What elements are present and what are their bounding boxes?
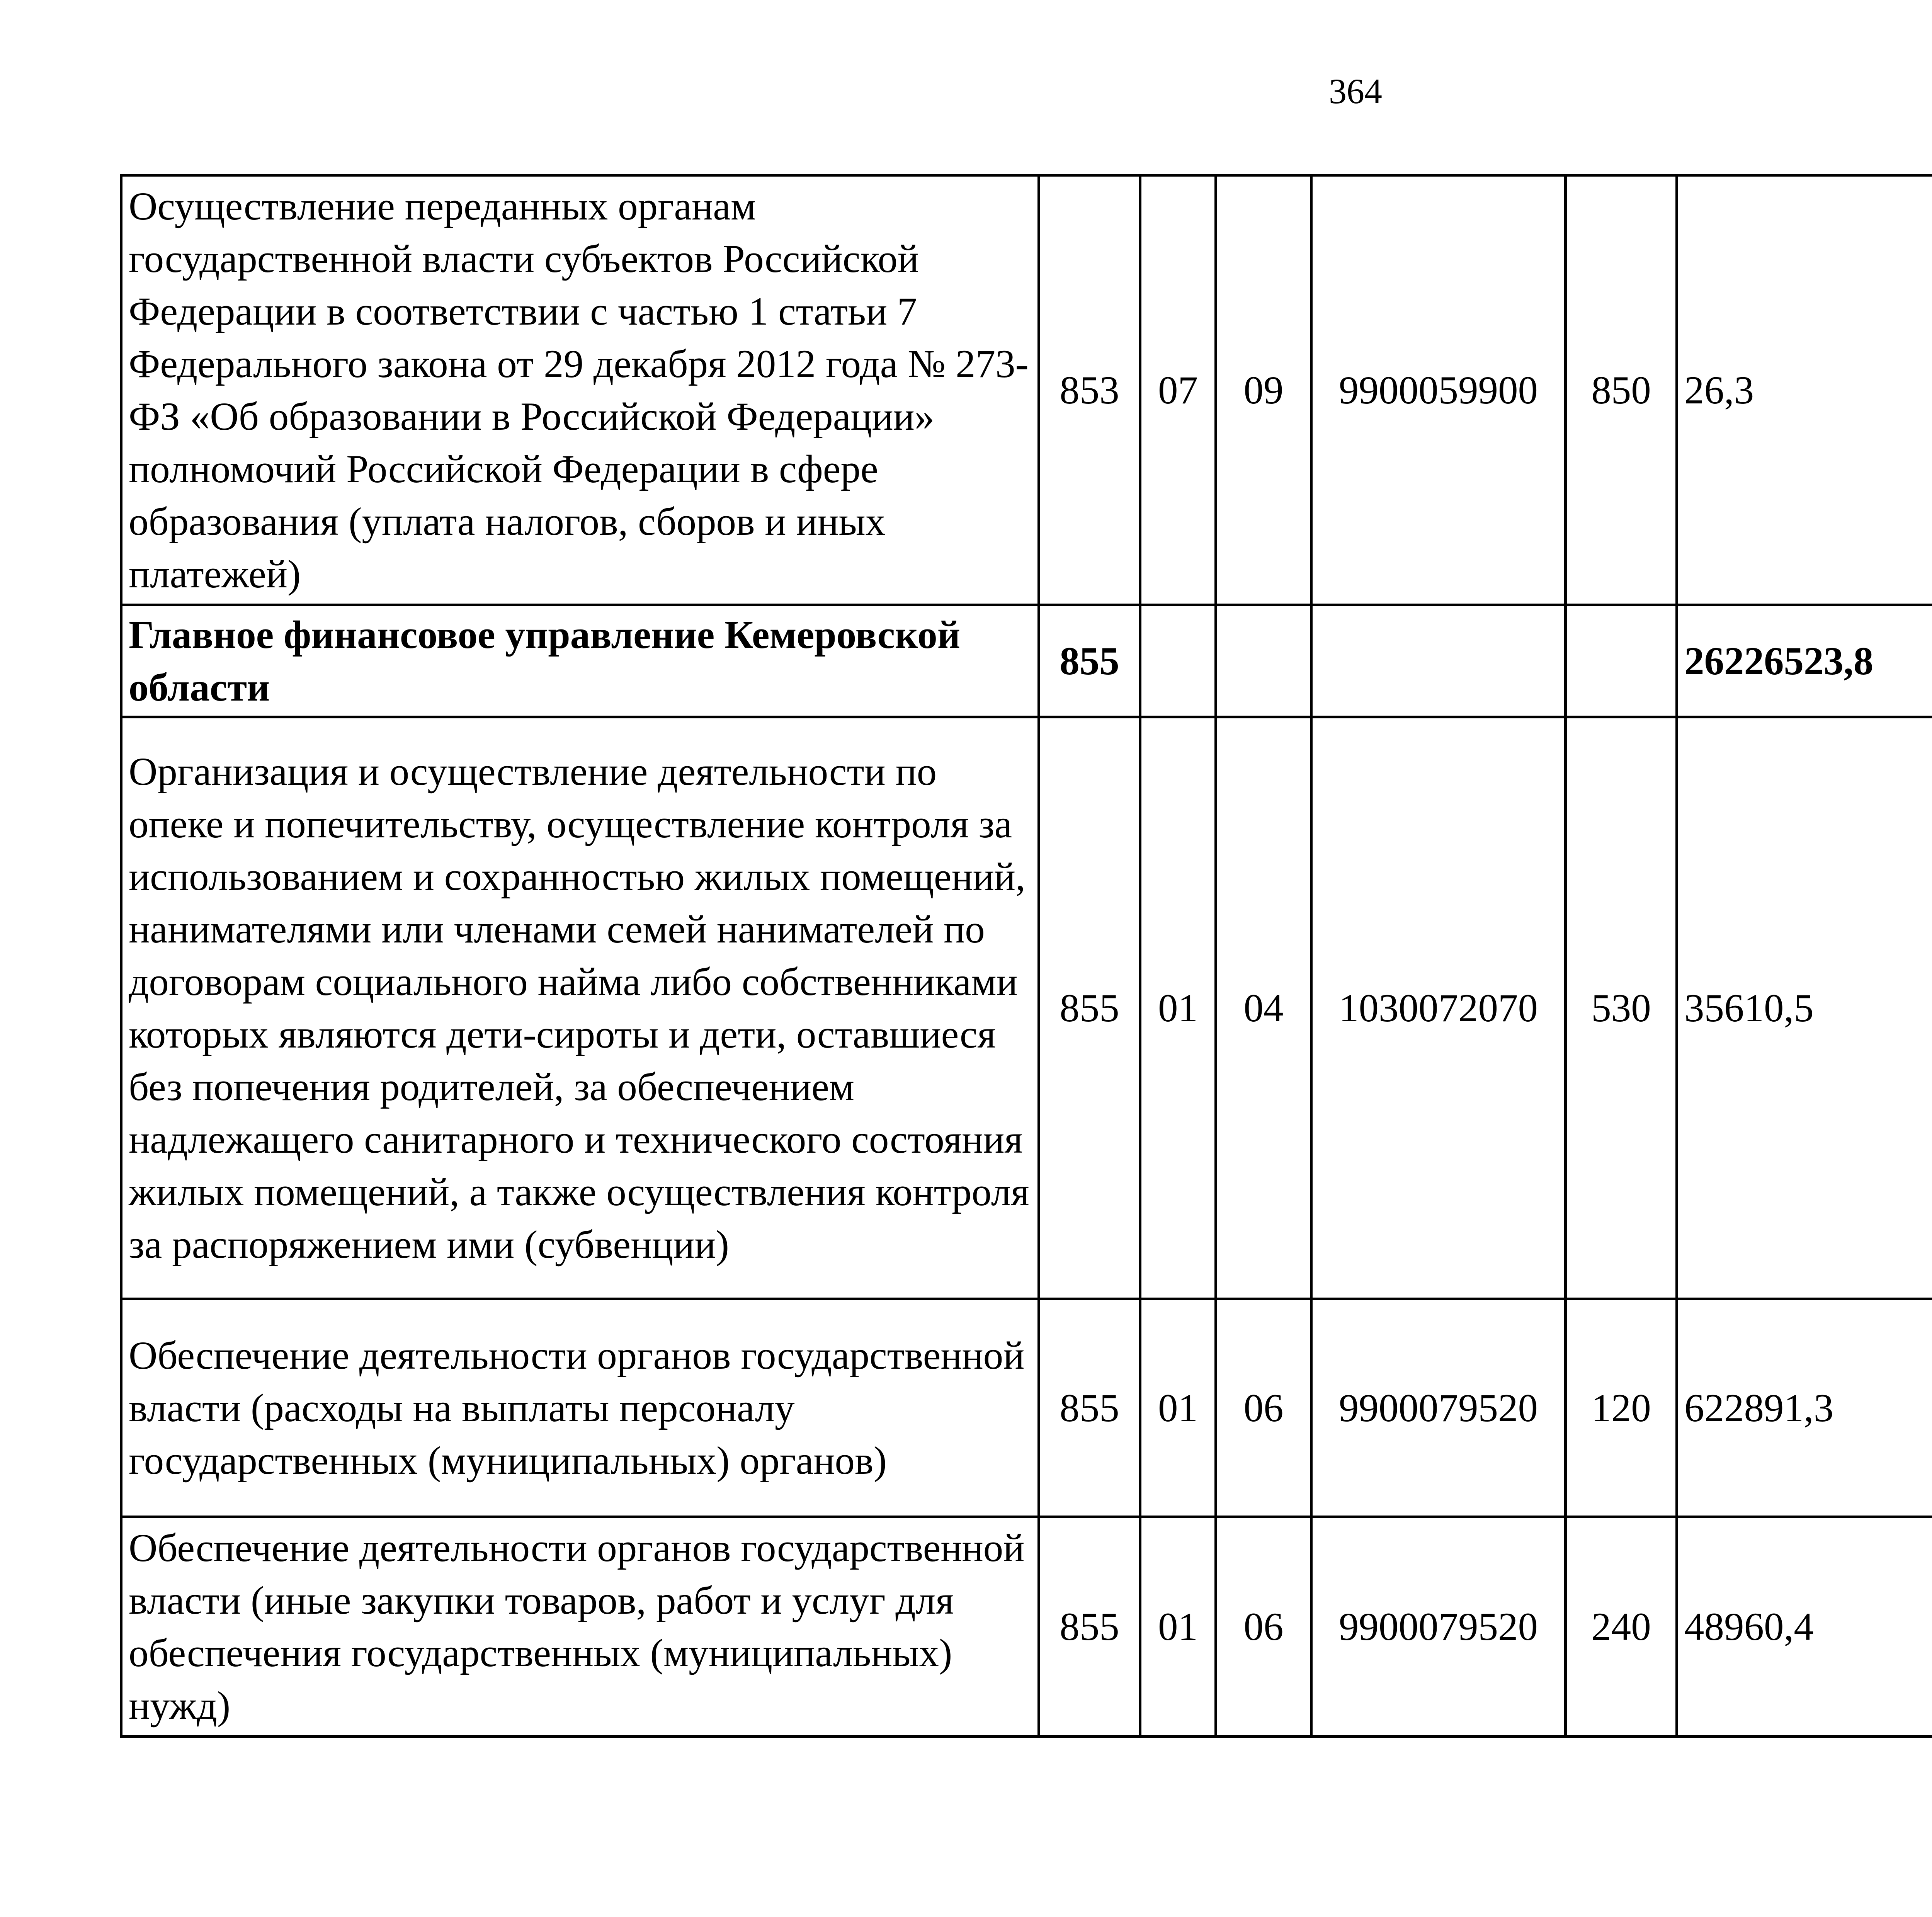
budget-table: [120, 174, 1932, 1738]
target-article-code: 9900059900: [1311, 175, 1566, 605]
row-description: Обеспечение деятельности органов государственной власти (иные закупки товаров, работ и услуг для обеспечения государственных (муниципальных) нужд): [121, 1517, 1039, 1737]
table-row: [121, 1299, 1932, 1517]
section-code: 07: [1140, 175, 1216, 605]
expense-type-code: 120: [1566, 1299, 1677, 1517]
amount-year-1: 26,3: [1677, 175, 1932, 605]
target-article-code: [1311, 605, 1566, 717]
ministry-code: 855: [1039, 1299, 1140, 1517]
target-article-code: 1030072070: [1311, 717, 1566, 1299]
row-description: Осуществление переданных органам государственной власти субъектов Российской Федерации в соответствии с частью 1 статьи 7 Федерального закона от 29 декабря 2012 года № 273-ФЗ «Об образовании в Российской Федерации» полномочий Российской Федерации в сфере образования (уплата налогов, сборов и иных платежей): [121, 175, 1039, 605]
section-code: 01: [1140, 717, 1216, 1299]
ministry-code: 855: [1039, 605, 1140, 717]
table-row: [121, 1517, 1932, 1737]
page-number: 364: [1329, 71, 1382, 111]
table-row-total: [121, 605, 1932, 717]
subsection-code: 06: [1216, 1299, 1311, 1517]
expense-type-code: 240: [1566, 1517, 1677, 1737]
target-article-code: 9900079520: [1311, 1517, 1566, 1737]
expense-type-code: 850: [1566, 175, 1677, 605]
ministry-code: 855: [1039, 1517, 1140, 1737]
expense-type-code: 530: [1566, 717, 1677, 1299]
row-description: Главное финансовое управление Кемеровской области: [121, 605, 1039, 717]
amount-year-1: 35610,5: [1677, 717, 1932, 1299]
section-code: [1140, 605, 1216, 717]
subsection-code: 09: [1216, 175, 1311, 605]
subsection-code: [1216, 605, 1311, 717]
row-description: Обеспечение деятельности органов государственной власти (расходы на выплаты персоналу государственных (муниципальных) органов): [121, 1299, 1039, 1517]
section-code: 01: [1140, 1517, 1216, 1737]
ministry-code: 855: [1039, 717, 1140, 1299]
section-code: 01: [1140, 1299, 1216, 1517]
ministry-code: 853: [1039, 175, 1140, 605]
table-row: [121, 717, 1932, 1299]
row-description: Организация и осуществление деятельности по опеке и попечительству, осуществление контроля за использованием и сохранностью жилых помещений, нанимателями или членами семей нанимателей по договорам социального найма либо собственниками которых являются дети-сироты и дети, оставшиеся без попечения родителей, за обеспечением надлежащего санитарного и технического состояния жилых помещений, а также осуществления контроля за распоряжением ими (субвенции): [121, 717, 1039, 1299]
subsection-code: 04: [1216, 717, 1311, 1299]
amount-year-1: 48960,4: [1677, 1517, 1932, 1737]
amount-year-1: 622891,3: [1677, 1299, 1932, 1517]
subsection-code: 06: [1216, 1517, 1311, 1737]
target-article-code: 9900079520: [1311, 1299, 1566, 1517]
expense-type-code: [1566, 605, 1677, 717]
table-row: [121, 175, 1932, 605]
amount-year-1: 26226523,8: [1677, 605, 1932, 717]
